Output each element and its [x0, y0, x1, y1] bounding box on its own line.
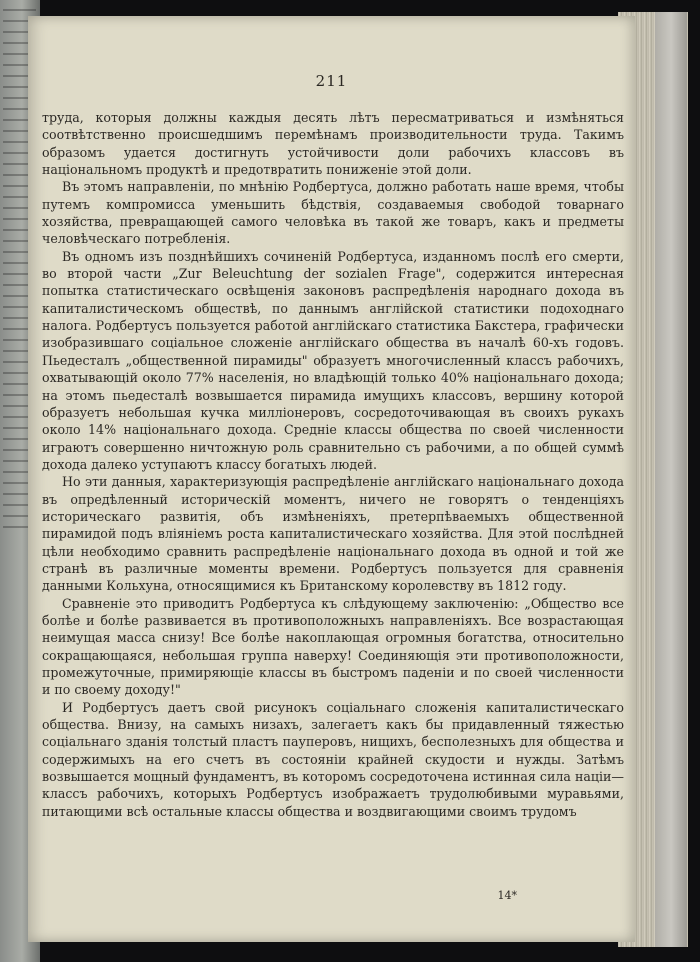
- signature-mark: 14*: [497, 889, 517, 902]
- book-edge: [655, 12, 687, 947]
- paragraph-4: Но эти данныя, характеризующія распредѣленіе англійскаго національнаго дохода въ опредѣленный историческій моментъ, ничего не говорятъ о тенденціяхъ историческаго развитія, объ измѣненіяхъ, претерпѣваемыхъ общественной пирамидой подъ вліяніемъ роста капиталистическаго хозяйства. Для этой послѣдней цѣли необходимо сравнить распредѣленіе національнаго дохода въ одной и той же странѣ въ различные моменты времени. Родбертусъ пользуется для сравненія данными Кольхуна, относящимися къ Британскому королевству въ 1812 году.: [42, 474, 624, 594]
- book-page: [28, 16, 635, 942]
- paragraph-5: Сравненіе это приводитъ Родбертуса къ слѣдующему заключенію: „Общество все болѣе и болѣе развивается въ противоположныхъ направленіяхъ. Все возрастающая неимущая масса снизу! Все болѣе накоплающая огромныя богатства, относительно сокращающаяся, небольшая группа наверху! Соединяющія эти противоположности, промежуточные, примиряющіе классы въ быстромъ паденіи и по своей численности и по своему доходу!": [42, 595, 624, 698]
- paragraph-1: труда, которыя должны каждыя десять лѣтъ пересматриваться и измѣняться соотвѣтственно происшедшимъ перемѣнамъ производительности труда. Такимъ образомъ удается достигнуть устойчивости доли рабочихъ классовъ въ національномъ продуктѣ и предотвратить пониженіе этой доли.: [42, 110, 624, 178]
- paragraph-6: И Родбертусъ даетъ свой рисунокъ соціальнаго сложенія капиталистическаго общества. Внизу, на самыхъ низахъ, залегаетъ какъ бы придавленный тяжестью соціальнаго зданія толстый пластъ пауперовъ, нищихъ, бесполезныхъ для общества и содержимыхъ на его счетъ въ состояніи крайней скудости и нужды. Затѣмъ возвышается мощный фундаментъ, въ которомъ сосредоточена истинная сила націи—классъ рабочихъ, которыхъ Родбертусъ изображаетъ трудолюбивыми муравьями, питающими всѣ остальные классы общества и воздвигающими своимъ трудомъ: [42, 699, 624, 819]
- page-number: 211: [315, 72, 348, 90]
- paragraph-3: Въ одномъ изъ позднѣйшихъ сочиненій Родбертуса, изданномъ послѣ его смерти, во второй части „Zur Beleuchtung der sozialen Frage", содержится интересная попытка статистическаго освѣщенія законовъ распредѣленія народнаго дохода въ капиталистическомъ обществѣ, по даннымъ англійской статистики подоходнаго налога. Родбертусъ пользуется работой англійскаго статистика Бакстера, графически изобразившаго соціальное сложеніе англійскаго общества въ началѣ 60-хъ годовъ. Пьедесталъ „общественной пирамиды" образуетъ многочисленный классъ рабочихъ, охватывающій около 77% населенія, но владѣющій только 40% національнаго дохода; на этомъ пьедесталѣ возвышается пирамида имущихъ классовъ, вершину которой образуетъ небольшая кучка милліонеровъ, сосредоточивающая въ своихъ рукахъ около 14% національнаго дохода. Средніе классы общества по своей численности играютъ совершенно ничтожную роль сравнительно съ рабочими, а по общей суммѣ дохода далеко уступаютъ классу богатыхъ людей.: [42, 248, 624, 472]
- paragraph-2: Въ этомъ направленіи, по мнѣнію Родбертуса, должно работать наше время, чтобы путемъ компромисса уменьшить бѣдствія, создаваемыя свободой товарнаго хозяйства, превращающей самого человѣка въ такой же товаръ, какъ и предметы человѣческаго потребленія.: [42, 179, 624, 247]
- page-text: [42, 109, 624, 820]
